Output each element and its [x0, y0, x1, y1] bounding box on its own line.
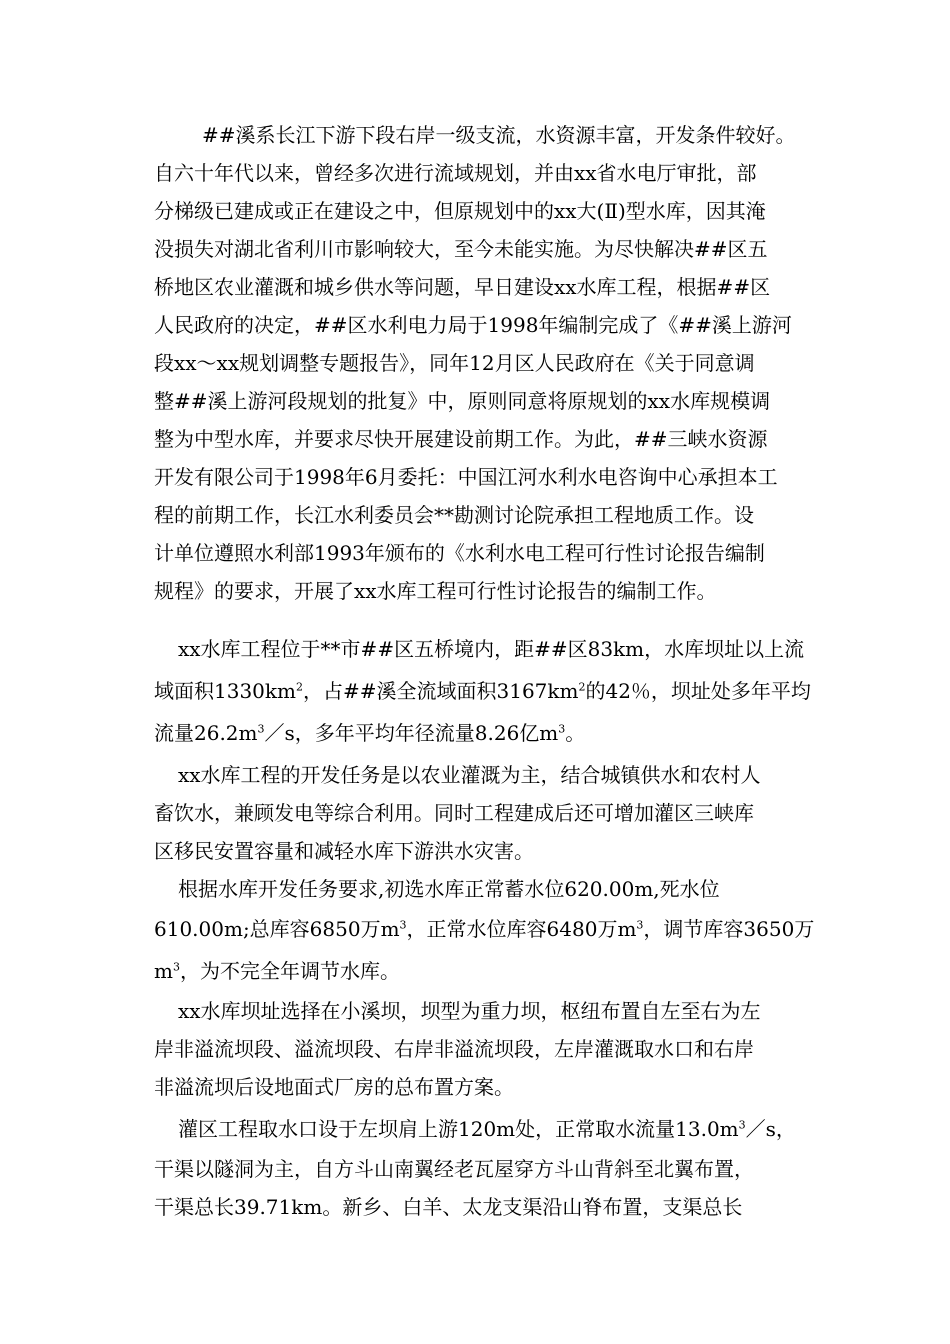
text-line: 岸非溢流坝段、溢流坝段、右岸非溢流坝段，左岸灌溉取水口和右岸: [154, 1037, 754, 1061]
text-line: $m^3$，为不完全年调节水库。: [154, 959, 400, 983]
text-line: xx水库工程的开发任务是以农业灌溉为主，结合城镇供水和农村人: [178, 763, 761, 787]
text-line: 自六十年代以来，曾经多次进行流域规划，并由xx省水电厅审批，部: [154, 161, 757, 185]
text-line: 段xx～xx规划调整专题报告》，同年12月区人民政府在《关于同意调: [154, 351, 755, 375]
text-line: 整为中型水库，并要求尽快开展建设前期工作。为此，##三峡水资源: [154, 427, 768, 451]
text-line: 流量$26.2m^3/s$，多年平均年径流量8.26亿$m^3$。: [154, 721, 586, 745]
text-line: 没损失对湖北省利川市影响较大，至今未能实施。为尽快解决##区五: [154, 237, 768, 261]
text-line: 根据水库开发任务要求,初选水库正常蓄水位620.00m,死水位: [178, 877, 720, 901]
text-line: 桥地区农业灌溉和城乡供水等问题，早日建设xx水库工程，根据##区: [154, 275, 771, 299]
text-line: 分梯级已建成或正在建设之中，但原规划中的xx大(Ⅱ)型水库，因其淹: [154, 199, 766, 223]
text-line: 610.00m;总库容6850万$m^3$，正常水位库容6480万$m^3$，调节库容3650万: [154, 917, 815, 941]
text-line: xx水库坝址选择在小溪坝，坝型为重力坝，枢纽布置自左至右为左: [178, 999, 761, 1023]
text-line: xx水库工程位于**市##区五桥境内，距##区83km，水库坝址以上流: [178, 637, 805, 661]
text-line: 计单位遵照水利部1993年颁布的《水利水电工程可行性讨论报告编制: [154, 541, 765, 565]
text-line: 人民政府的决定，##区水利电力局于1998年编制完成了《##溪上游河: [154, 313, 792, 337]
text-line: 非溢流坝后设地面式厂房的总布置方案。: [154, 1075, 514, 1099]
text-line: 畜饮水，兼顾发电等综合利用。同时工程建成后还可增加灌区三峡库: [154, 801, 754, 825]
text-line: 灌区工程取水口设于左坝肩上游120m处，正常取水流量$13.0m^3/s$，: [178, 1117, 796, 1141]
text-line: 域面积$1330km^2$，占##溪全流域面积$3167km^2$的42％，坝址处多年平均: [154, 679, 811, 703]
text-line: 规程》的要求，开展了xx水库工程可行性讨论报告的编制工作。: [154, 579, 717, 603]
text-line: 程的前期工作，长江水利委员会**勘测讨论院承担工程地质工作。设: [154, 503, 754, 527]
text-line: 开发有限公司于1998年6月委托：中国江河水利水电咨询中心承担本工: [154, 465, 778, 489]
text-line: 干渠以隧洞为主，自方斗山南翼经老瓦屋穿方斗山背斜至北翼布置，: [154, 1157, 754, 1181]
text-line: ##溪系长江下游下段右岸一级支流，水资源丰富，开发条件较好。: [202, 123, 796, 147]
text-line: 干渠总长39.71km。新乡、白羊、太龙支渠沿山脊布置，支渠总长: [154, 1195, 743, 1219]
text-line: 整##溪上游河段规划的批复》中，原则同意将原规划的xx水库规模调: [154, 389, 771, 413]
text-line: 区移民安置容量和减轻水库下游洪水灾害。: [154, 839, 534, 863]
